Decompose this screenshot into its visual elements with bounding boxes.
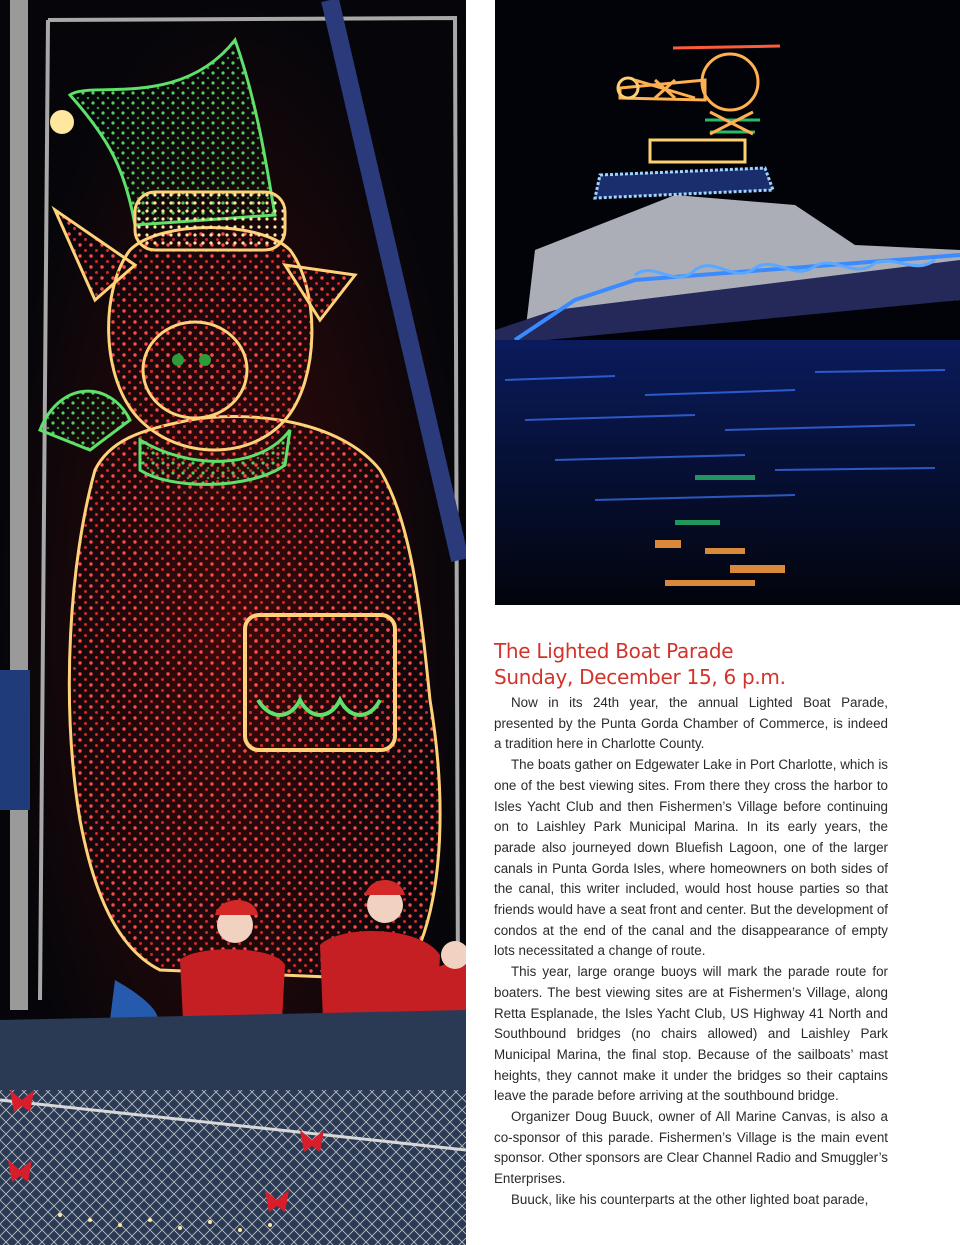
pig-light-display-photo <box>0 0 466 1245</box>
paragraph: Organizer Doug Buuck, owner of All Marine Canvas, is also a co-sponsor of this parade. Fishermen’s Village is the main event sponsor. Other sponsors are Clear Channel Radio and Smuggler’s Enterprises. <box>494 1109 889 1187</box>
paragraph: Buuck, like his counterparts at the other lighted boat parade, <box>511 1191 869 1207</box>
paragraph: This year, large orange buoys will mark the parade route for boaters. The best viewing sites are at Fishermen’s Village, along Retta Esplanade, the Isles Yacht Club, US Highway 41 North and Southbound bridges (no chairs allowed) and Laishley Park Municipal Marina, the final stop. Because of the sailboats’ mast heights, they cannot make it under the bridges so their captains leave the parade before arriving at the southbound bridge. <box>494 964 888 1104</box>
paragraph: The boats gather on Edgewater Lake in Port Charlotte, which is one of the best viewing sites. From there they cross the harbor to Isles Yacht Club and then Fishermen’s Village before continuing on to Laishley Park Municipal Marina. In its early years, the parade also journeyed down Bluefish Lagoon, one of the larger canals in Punta Gorda Isles, where homeowners on both sides of the canal, this writer included, would host house parties so that friends would have a seat front and center. But the development of condos at the end of the canal and the disappearance of empty lots necessitated a change of route. <box>494 757 888 959</box>
headline-date: Sunday, December 15, 6 p.m. <box>494 665 786 689</box>
bag-lights <box>245 615 395 750</box>
article-headline <box>494 638 888 690</box>
article-body <box>494 693 888 1211</box>
mast <box>10 0 28 1010</box>
article <box>494 638 888 1211</box>
paragraph: Now in its 24th year, the annual Lighted Boat Parade, presented by the Punta Gorda Chamber of Commerce, is indeed a tradition here in Charlotte County. <box>494 695 888 752</box>
lighted-boat-photo <box>495 0 960 605</box>
headline-title: The Lighted Boat Parade <box>494 639 734 663</box>
